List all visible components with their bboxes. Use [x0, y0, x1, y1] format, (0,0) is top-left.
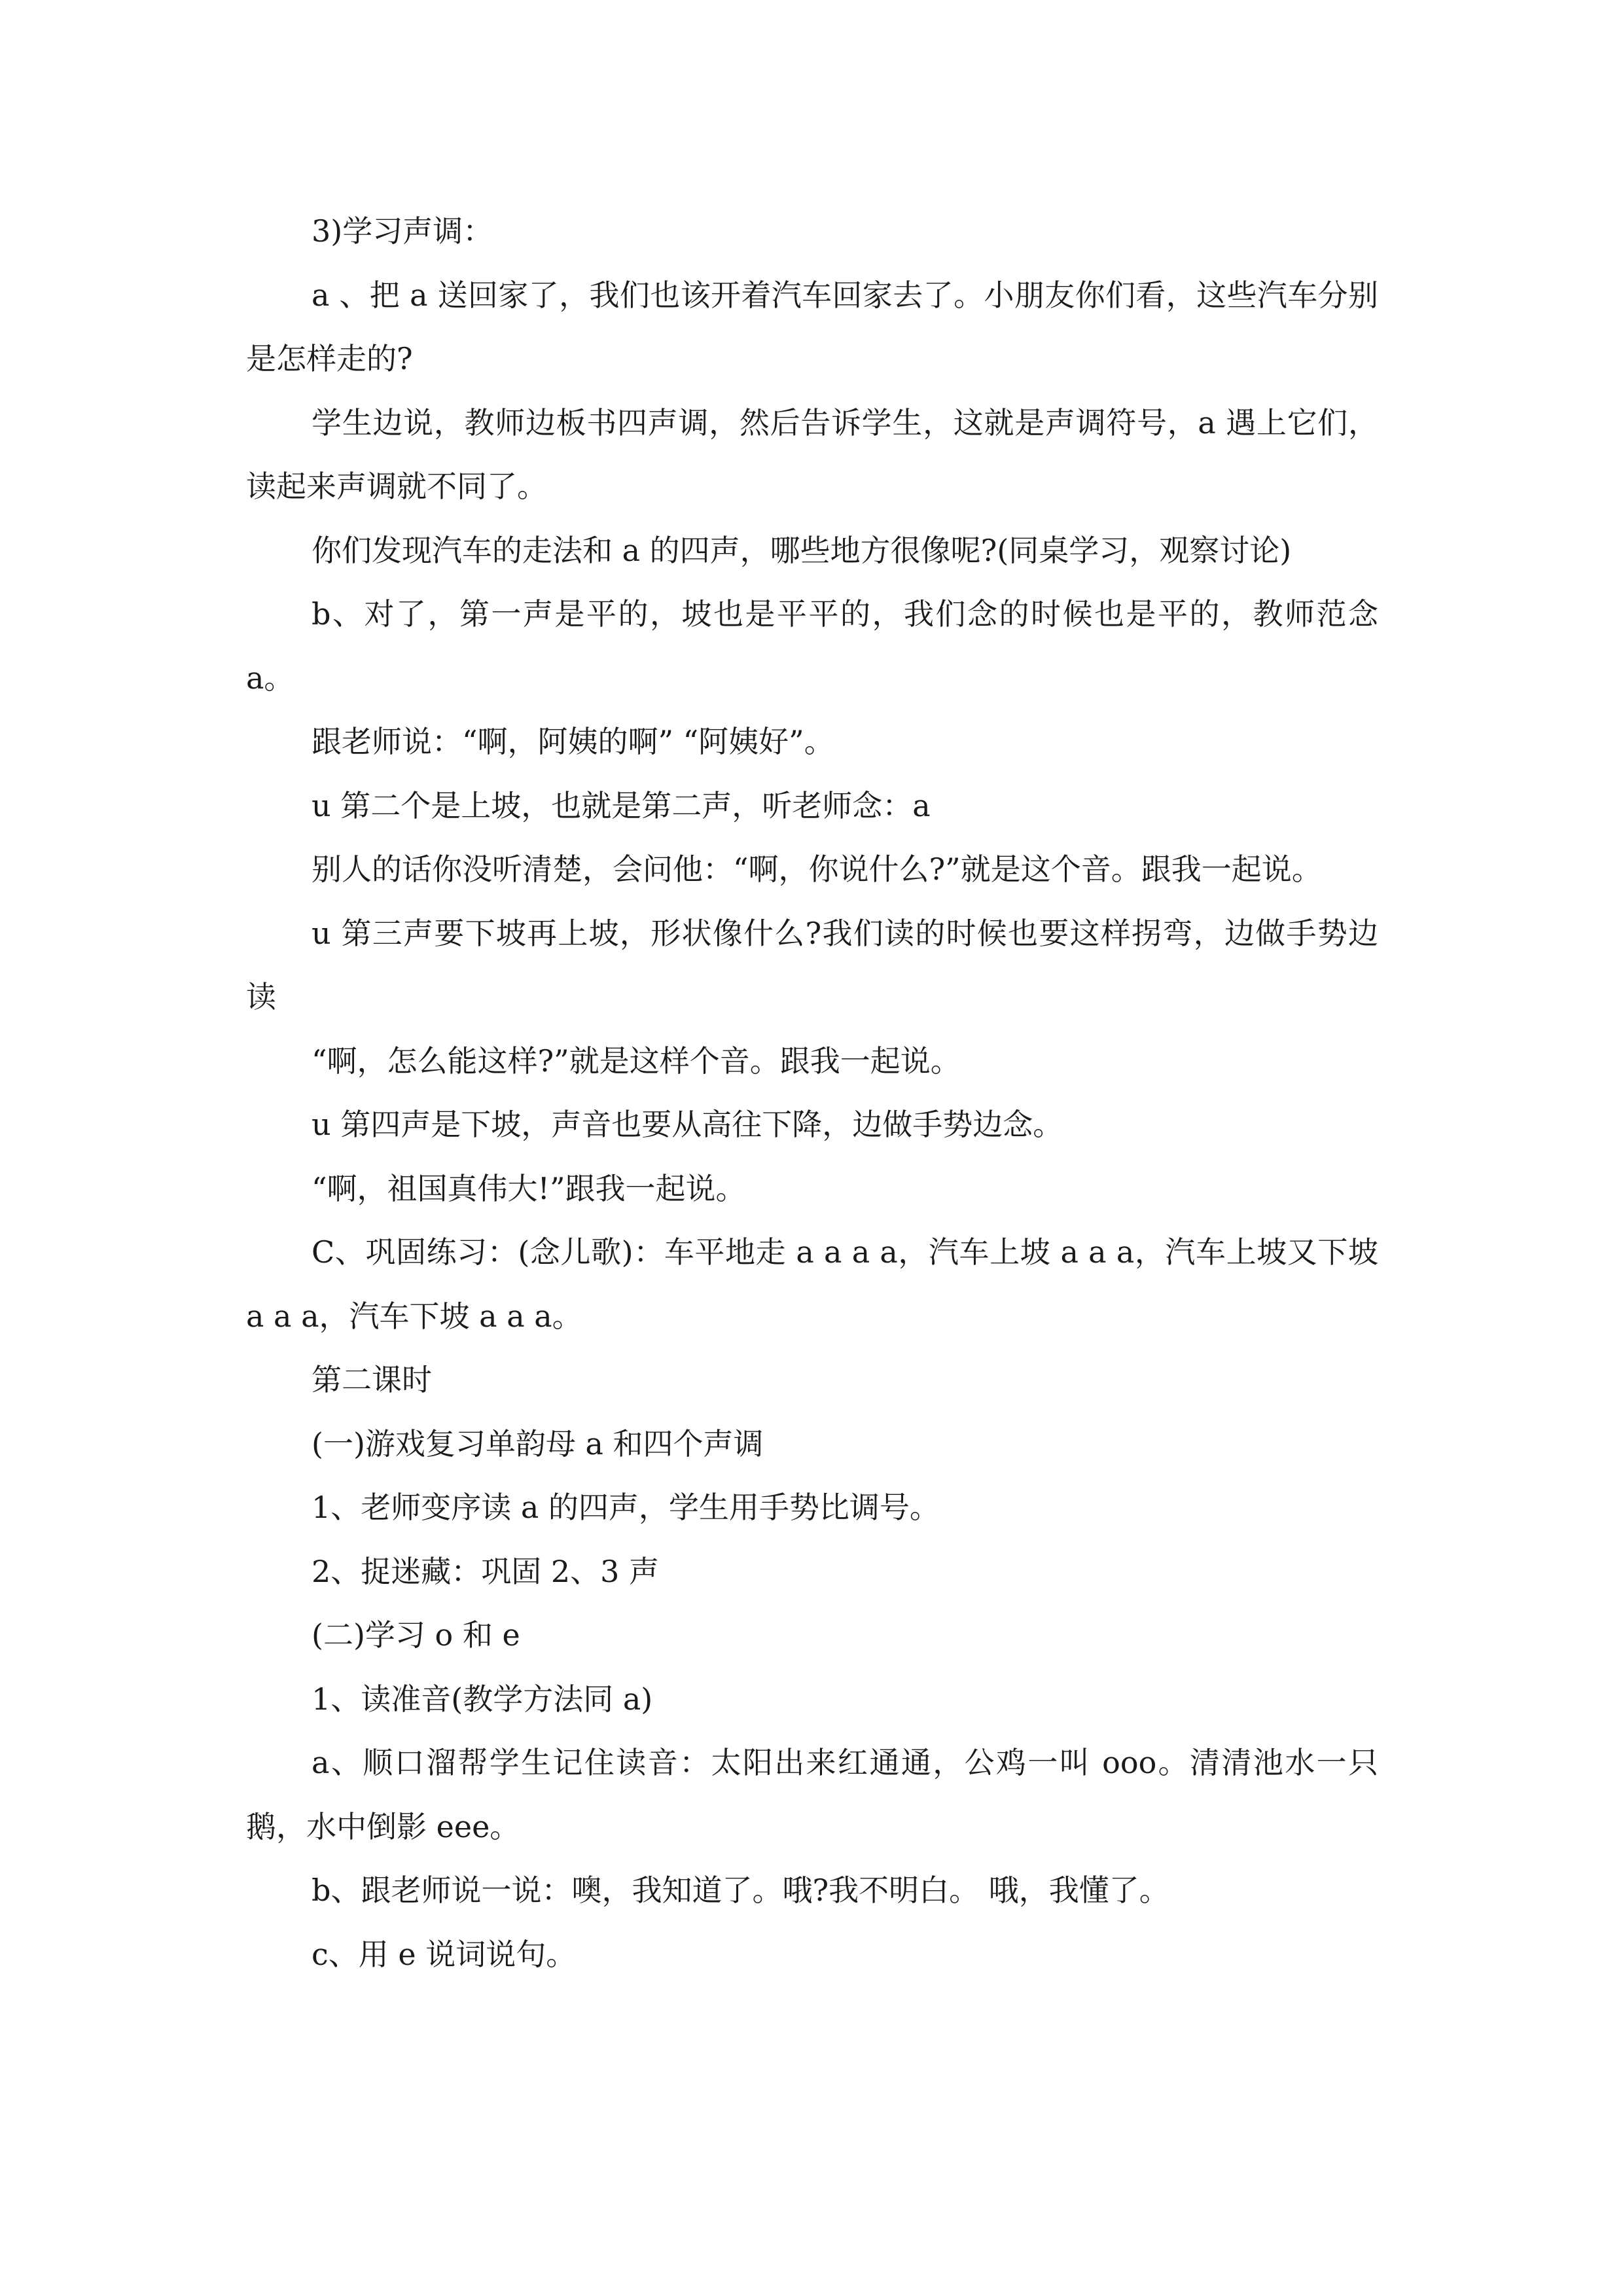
paragraph: u 第二个是上坡，也就是第二声，听老师念：a	[312, 787, 931, 823]
paragraph: 学生边说，教师边板书四声调，然后告诉学生，这就是声调符号，a 遇上它们，读起来声调就不同了。	[246, 404, 1378, 504]
paragraph: “啊，怎么能这样?”就是这样个音。跟我一起说。	[312, 1043, 961, 1079]
paragraph: u 第三声要下坡再上坡，形状像什么?我们读的时候也要这样拐弯，边做手势边读	[246, 915, 1378, 1014]
paragraph: “啊，祖国真伟大!”跟我一起说。	[312, 1170, 746, 1206]
document-body	[246, 200, 1378, 1986]
paragraph: c、用 e 说词说句。	[312, 1936, 577, 1972]
paragraph: 1、读准音(教学方法同 a)	[312, 1681, 653, 1717]
paragraph: 你们发现汽车的走法和 a 的四声，哪些地方很像呢?(同桌学习，观察讨论)	[312, 532, 1292, 568]
paragraph: a 、把 a 送回家了，我们也该开着汽车回家去了。小朋友你们看，这些汽车分别是怎样走的?	[246, 277, 1378, 376]
paragraph: 2、捉迷藏：巩固 2、3 声	[312, 1553, 660, 1589]
paragraph: a、顺口溜帮学生记住读音：太阳出来红通通，公鸡一叫 ooo。清清池水一只鹅，水中倒影 eee。	[246, 1745, 1378, 1844]
paragraph: u 第四声是下坡，声音也要从高往下降，边做手势边念。	[312, 1107, 1063, 1142]
paragraph: b、对了，第一声是平的，坡也是平平的，我们念的时候也是平的，教师范念 a。	[246, 596, 1378, 696]
paragraph: 3)学习声调：	[312, 213, 493, 249]
section-heading: 第二课时	[312, 1362, 432, 1397]
paragraph: 跟老师说：“啊，阿姨的啊” “阿姨好”。	[312, 724, 834, 759]
paragraph: (一)游戏复习单韵母 a 和四个声调	[312, 1426, 764, 1462]
paragraph: 1、老师变序读 a 的四声，学生用手势比调号。	[312, 1490, 940, 1525]
paragraph: 别人的话你没听清楚，会问他：“啊，你说什么?”就是这个音。跟我一起说。	[312, 852, 1322, 887]
paragraph: C、巩固练习：(念儿歌)：车平地走 a a a a，汽车上坡 a a a，汽车上坡又下坡 a a a，汽车下坡 a a a。	[246, 1234, 1378, 1334]
paragraph: b、跟老师说一说：噢，我知道了。哦?我不明白。 哦，我懂了。	[312, 1873, 1169, 1908]
paragraph: (二)学习 o 和 e	[312, 1617, 520, 1653]
